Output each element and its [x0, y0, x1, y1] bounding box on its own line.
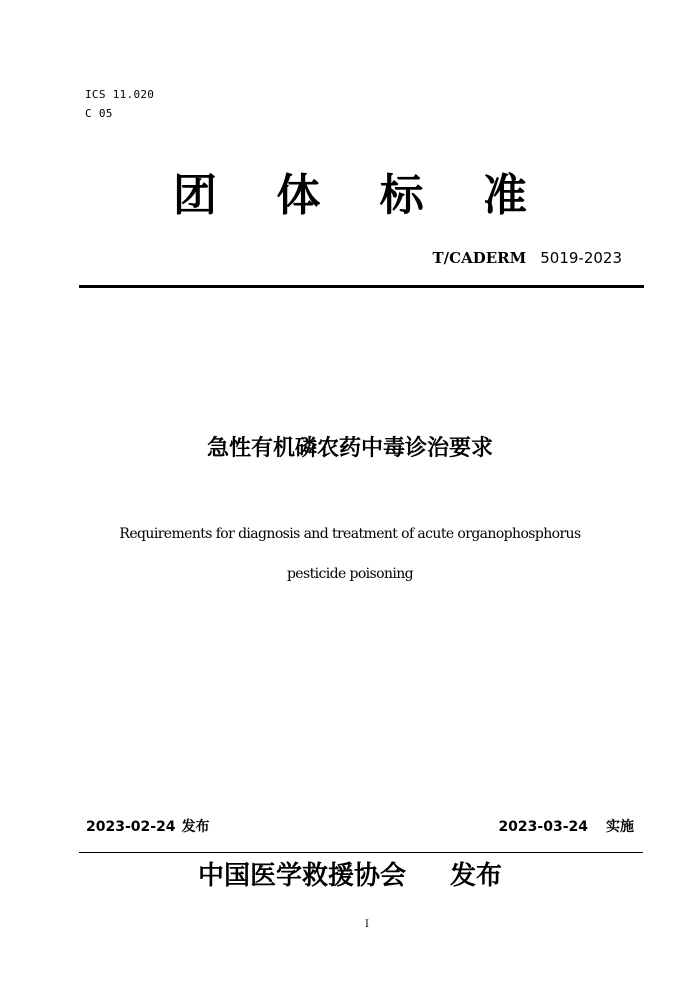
title-english-line1: Requirements for diagnosis and treatment of acute organophosphorus [119, 526, 581, 542]
issuer [0, 858, 700, 894]
issuer-name: 中国医学救援协会 [197, 861, 406, 891]
publish-date-label: 发布 [181, 819, 210, 835]
issuer-action: 发布 [450, 861, 503, 891]
ccs-code: C 05 [85, 107, 113, 120]
implement-date-value: 2023-03-24 [498, 819, 588, 835]
page-number: I [365, 919, 369, 930]
document-type-heading: 团 体 标 准 [173, 170, 549, 221]
standard-number [433, 248, 623, 269]
header-divider [79, 285, 644, 288]
title-chinese: 急性有机磷农药中毒诊治要求 [206, 436, 493, 461]
implement-date-label: 实施 [606, 819, 634, 835]
footer-divider [79, 852, 643, 853]
standard-number-prefix: T/CADERM [432, 249, 527, 267]
publish-date [86, 816, 210, 838]
ics-code: ICS 11.020 [85, 88, 155, 101]
title-english-line2: pesticide poisoning [286, 566, 414, 582]
publish-date-value: 2023-02-24 [86, 819, 176, 835]
standard-number-value: 5019-2023 [540, 249, 622, 267]
implement-date [498, 816, 634, 838]
